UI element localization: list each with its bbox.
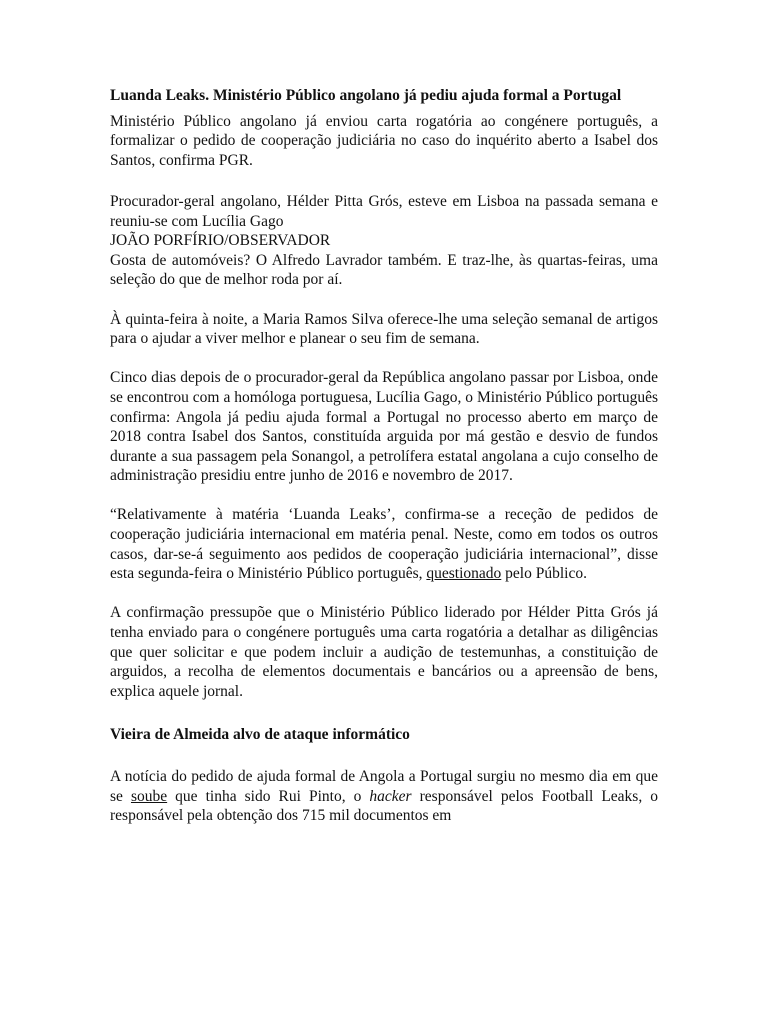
link-questionado[interactable]: questionado	[426, 565, 502, 583]
body-paragraph	[110, 767, 658, 826]
spacer	[110, 349, 658, 369]
body-text-italic: hacker	[369, 787, 412, 805]
newsletter-promo-cars: Gosta de automóveis? O Alfredo Lavrador também. E traz-lhe, às quartas-feiras, uma seleção do que de melhor roda por aí.	[110, 251, 658, 289]
spacer	[110, 584, 658, 604]
body-paragraph: Cinco dias depois de o procurador-geral da República angolano passar por Lisboa, onde se encontrou com a homóloga portuguesa, Lucília Gago, o Ministério Público português confirma: Angola já pediu ajuda formal a Portugal no processo aberto em março de 2018 contra Isabel dos Santos, constituída arguida por má gestão e desvio de fundos durante a sua passagem pela Sonangol, a petrolífera estatal angolana a cujo conselho de administração presidiu entre junho de 2016 e novembro de 2017.	[110, 369, 658, 485]
quote-text: “Relativamente à matéria ‘Luanda Leaks’, confirma-se a receção de pedidos de cooperação judiciária internacional em matéria penal. Neste, como em todos os outros casos, dar-se-á seguimento aos pedidos de cooperação judiciária internacional”, disse esta segunda-feira o Ministério Público português,	[110, 506, 658, 583]
body-text: responsável pelos Football Leaks, o responsável pela obtenção dos 715 mil documentos em	[110, 787, 659, 825]
article-lead: Ministério Público angolano já enviou carta rogatória ao congénere português, a formalizar o pedido de cooperação judiciária no caso do inquérito aberto a Isabel dos Santos, confirma PGR.	[110, 112, 658, 169]
article	[110, 86, 658, 826]
body-paragraph-quote	[110, 505, 658, 583]
photo-credit: JOÃO PORFÍRIO/OBSERVADOR	[110, 232, 331, 250]
image-caption: Procurador-geral angolano, Hélder Pitta Grós, esteve em Lisboa na passada semana e reuniu-se com Lucília Gago	[110, 192, 658, 230]
body-text: que tinha sido Rui Pinto, o	[167, 787, 370, 805]
spacer	[110, 486, 658, 506]
spacer	[110, 701, 658, 725]
spacer	[110, 745, 658, 767]
newsletter-promo-weekend: À quinta-feira à noite, a Maria Ramos Silva oferece-lhe uma seleção semanal de artigos para o ajudar a viver melhor e planear o seu fim de semana.	[110, 310, 658, 348]
spacer	[110, 290, 658, 310]
quote-text-end: pelo Público.	[501, 565, 587, 583]
link-soube[interactable]: soube	[130, 787, 168, 805]
spacer	[110, 170, 658, 190]
body-paragraph: A confirmação pressupõe que o Ministério Público liderado por Hélder Pitta Grós já tenha enviado para o congénere português uma carta rogatória a detalhar as diligências que quer solicitar e que podem incluir a audição de testemunhas, a constituição de arguidos, a recolha de elementos documentais e bancários ou a apreensão de bens, explica aquele jornal.	[110, 604, 658, 700]
section-subheading: Vieira de Almeida alvo de ataque informático	[110, 726, 410, 744]
article-title: Luanda Leaks. Ministério Público angolano já pediu ajuda formal a Portugal	[110, 87, 622, 104]
body-text: A notícia do pedido de ajuda formal de Angola a Portugal surgiu no mesmo dia em que se	[110, 768, 658, 805]
